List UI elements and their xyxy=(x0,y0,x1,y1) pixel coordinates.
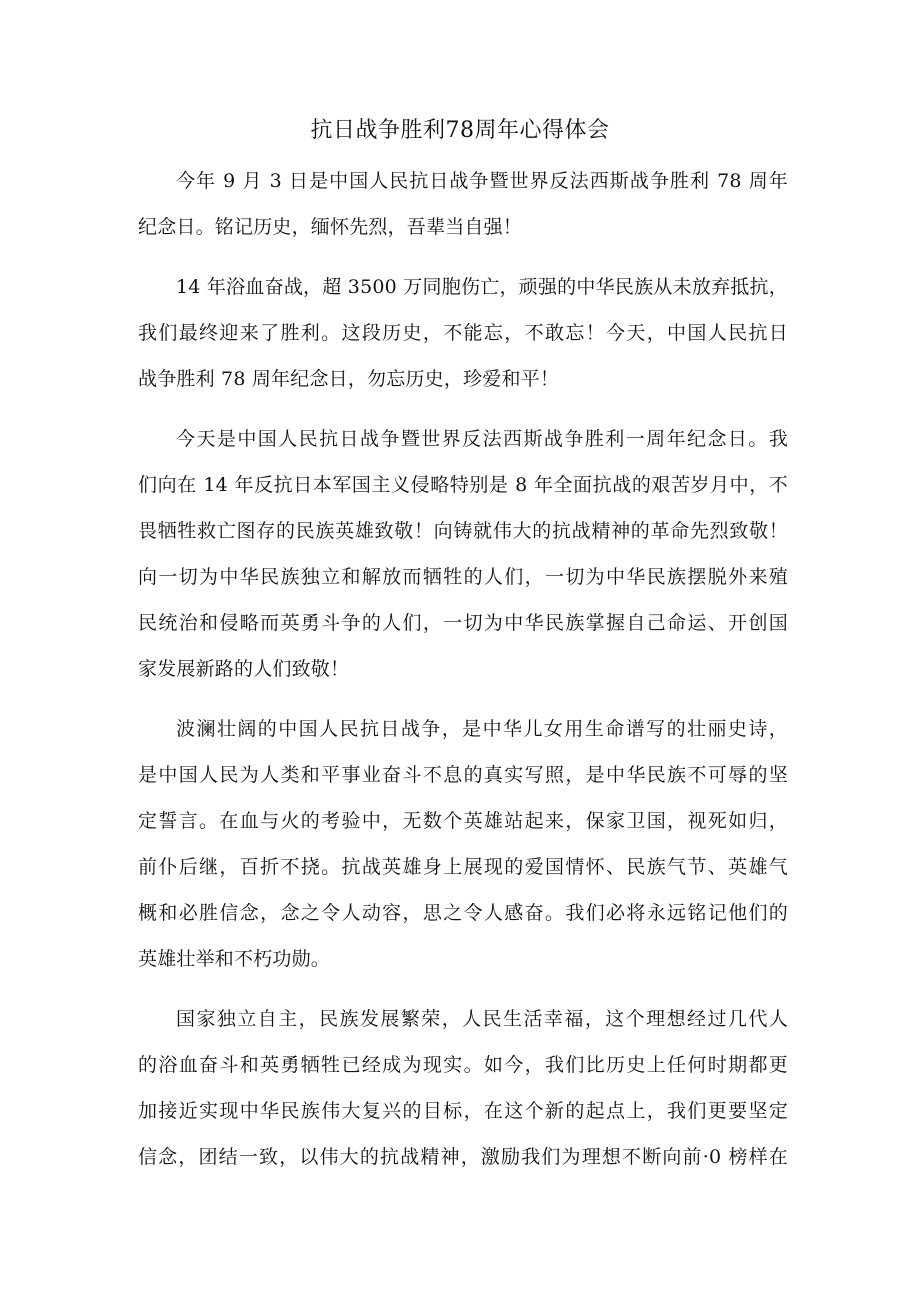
text-line: 前仆后继，百折不挠。抗战英雄身上展现的爱国情怀、民族气节、英雄气 xyxy=(138,856,788,878)
text-line: 们向在 14 年反抗日本军国主义侵略特别是 8 年全面抗战的艰苦岁月中，不 xyxy=(138,474,788,496)
text-line: 概和必胜信念，念之令人动容，思之令人感奋。我们必将永远铭记他们的 xyxy=(138,902,788,924)
text-line: 国家独立自主，民族发展繁荣，人民生活幸福，这个理想经过几代人 xyxy=(176,1008,788,1030)
document-title: 抗日战争胜利78周年心得体会 xyxy=(310,118,610,143)
text-line: 民统治和侵略而英勇斗争的人们，一切为中华民族掌握自己命运、开创国 xyxy=(138,612,788,634)
text-line: 是中国人民为人类和平事业奋斗不息的真实写照，是中华民族不可辱的坚 xyxy=(138,764,788,786)
text-line: 家发展新路的人们致敬！ xyxy=(138,658,350,680)
paragraph xyxy=(138,416,788,692)
paragraph xyxy=(138,706,788,982)
text-line: 波澜壮阔的中国人民抗日战争，是中华儿女用生命谱写的壮丽史诗， xyxy=(176,718,788,740)
text-line: 今天是中国人民抗日战争暨世界反法西斯战争胜利一周年纪念日。我 xyxy=(176,428,788,450)
text-line: 定誓言。在血与火的考验中，无数个英雄站起来，保家卫国，视死如归， xyxy=(138,810,788,832)
text-line: 加接近实现中华民族伟大复兴的目标，在这个新的起点上，我们更要坚定 xyxy=(138,1100,788,1122)
text-line: 今年 9 月 3 日是中国人民抗日战争暨世界反法西斯战争胜利 78 周年 xyxy=(176,170,788,192)
text-line: 信念，团结一致，以伟大的抗战精神，激励我们为理想不断向前·0 榜样在 xyxy=(138,1146,788,1168)
text-line: 向一切为中华民族独立和解放而牺牲的人们，一切为中华民族摆脱外来殖 xyxy=(138,566,788,588)
text-line: 畏牺牲救亡图存的民族英雄致敬！向铸就伟大的抗战精神的革命先烈致敬！ xyxy=(138,520,788,542)
text-line: 的浴血奋斗和英勇牺牲已经成为现实。如今，我们比历史上任何时期都更 xyxy=(138,1054,788,1076)
document-body xyxy=(138,158,788,1194)
paragraph xyxy=(138,158,788,250)
text-line: 英雄壮举和不朽功勋。 xyxy=(138,948,331,970)
text-line: 我们最终迎来了胜利。这段历史，不能忘，不敢忘！今天，中国人民抗日 xyxy=(138,322,788,344)
text-line: 战争胜利 78 周年纪念日，勿忘历史，珍爱和平！ xyxy=(138,368,560,390)
paragraph xyxy=(138,264,788,402)
text-line: 纪念日。铭记历史，缅怀先烈，吾辈当自强！ xyxy=(138,216,523,238)
paragraph xyxy=(138,996,788,1180)
text-line: 14 年浴血奋战，超 3500 万同胞伤亡，顽强的中华民族从未放弃抵抗， xyxy=(176,276,788,298)
